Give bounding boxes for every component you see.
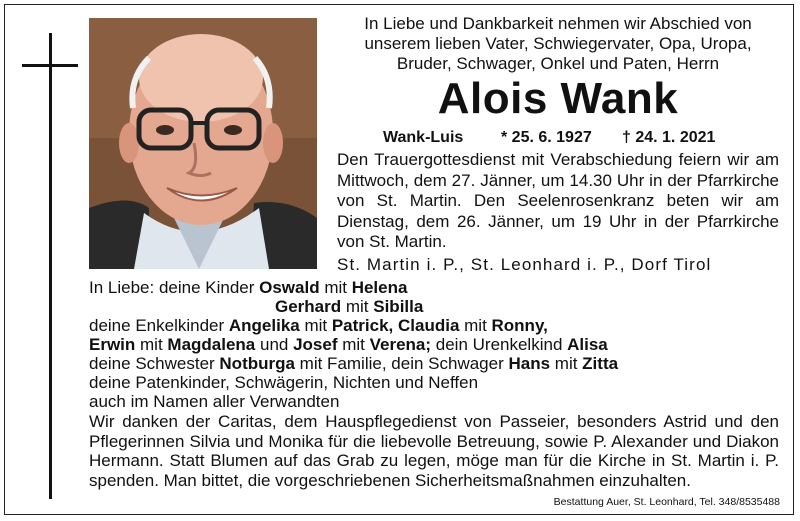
nickname: Wank-Luis — [383, 129, 464, 146]
death-date: † 24. 1. 2021 — [622, 129, 716, 146]
intro-text: In Liebe und Dankbarkeit nehmen wir Abschied von unserem lieben Vater, Schwiegervater, Opa, Uropa, Bruder, Schwager, Onkel und Paten, Herrn — [364, 14, 752, 73]
cross-icon — [49, 33, 52, 499]
service-text: Den Trauergottesdienst mit Verabschiedung feiern wir am Mittwoch, dem 27. Jänner, um 14.30 Uhr in der Pfarrkirche von St. Martin. Den Seelenrosenkranz beten wir am Dienstag, dem 26. Jänner, um 19 Uhr in der Pfarrkirche von St. Martin. — [337, 150, 779, 251]
undertaker-credit: Bestattung Auer, St. Leonhard, Tel. 348/8535488 — [553, 496, 780, 508]
family-list — [89, 278, 779, 411]
places-line: St. Martin i. P., St. Leonhard i. P., Dorf Tirol — [337, 255, 712, 274]
cross-icon-bar — [22, 64, 78, 67]
family-line-1: In Liebe: deine Kinder Oswald mit Helena — [89, 278, 408, 297]
family-line-4: Erwin mit Magdalena und Josef mit Verena; dein Urenkelkind Alisa — [89, 335, 608, 354]
family-line-6: deine Patenkinder, Schwägerin, Nichten und Neffen — [89, 373, 479, 392]
thanks-text: Wir danken der Caritas, dem Hauspflegedienst von Passeier, besonders Astrid und den Pflegerinnen Silvia und Monika für die liebevolle Betreuung, sowie P. Alexander und Diakon Hermann. Statt Blumen auf das Grab zu legen, möge man für die Kirche in St. Martin i. P. spenden. Man bittet, die vorgeschriebenen Sicherheitsmaßnahmen einzuhalten. — [89, 412, 779, 490]
portrait-photo — [89, 18, 317, 269]
deceased-name: Alois Wank — [437, 74, 679, 123]
family-line-5: deine Schwester Notburga mit Familie, dein Schwager Hans mit Zitta — [89, 354, 619, 373]
birth-date: * 25. 6. 1927 — [501, 129, 592, 146]
family-line-7: auch im Namen aller Verwandten — [89, 392, 340, 411]
family-line-3: deine Enkelkinder Angelika mit Patrick, Claudia mit Ronny, — [89, 316, 548, 335]
family-line-2: Gerhard mit Sibilla — [275, 297, 424, 316]
